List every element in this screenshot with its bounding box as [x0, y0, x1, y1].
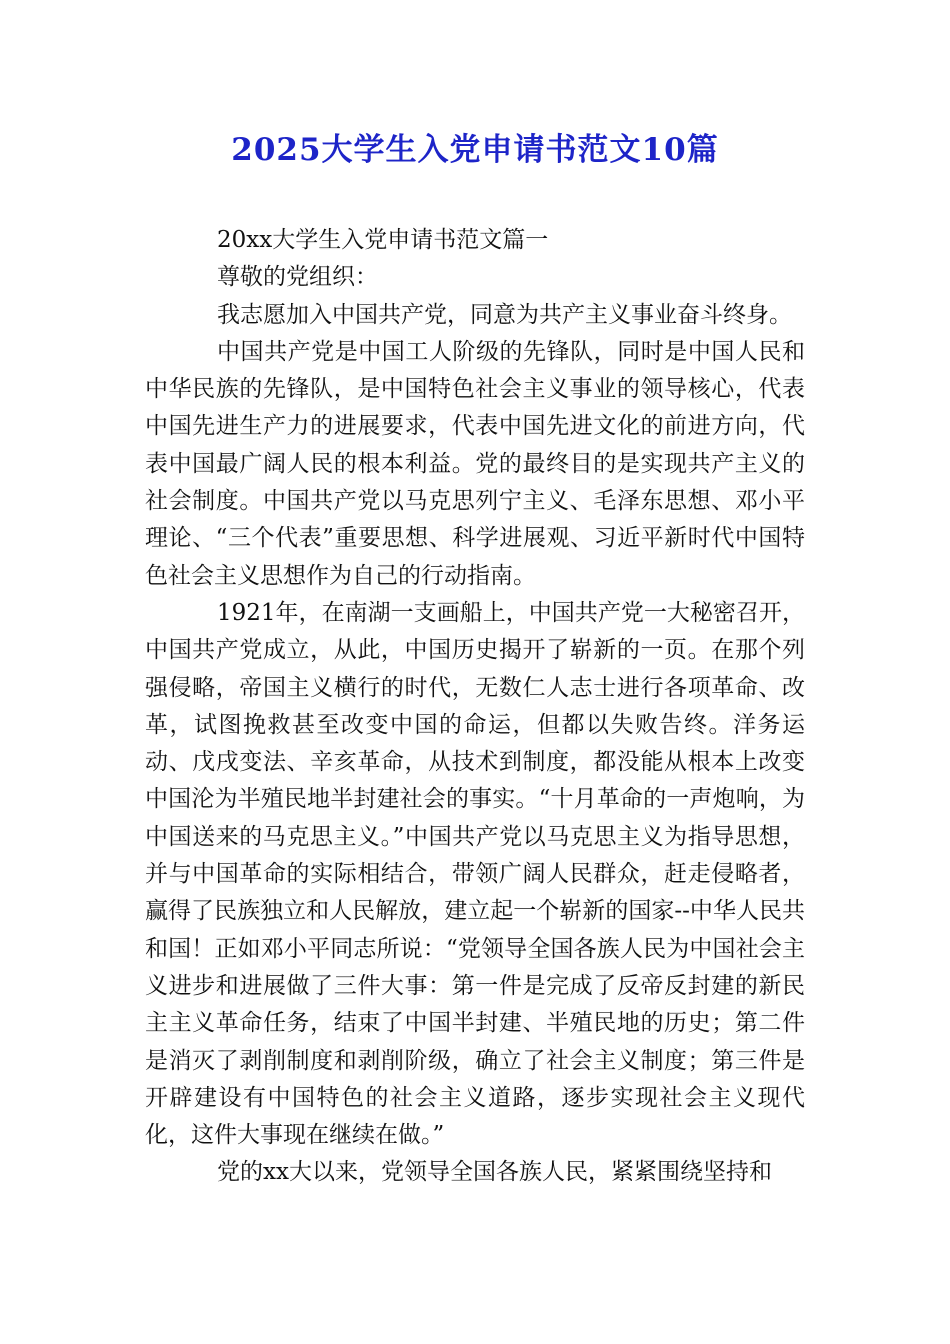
paragraph: 我志愿加入中国共产党，同意为共产主义事业奋斗终身。: [217, 301, 792, 328]
paragraph: 中国共产党是中国工人阶级的先锋队，同时是中国人民和中华民族的先锋队，是中国特色社会主义事业的领导核心，代表中国先进生产力的进展要求，代表中国先进文化的前进方向，代表中国最广阔人民的根本利益。党的最终目的是实现共产主义的社会制度。中国共产党以马克思列宁主义、毛泽东思想、邓小平理论、“三个代表”重要思想、科学进展观、习近平新时代中国特色社会主义思想作为自己的行动指南。: [145, 338, 805, 589]
section-heading: 20xx大学生入党申请书范文篇一: [217, 227, 549, 253]
document-body: [145, 222, 805, 1192]
paragraph: 1921年，在南湖一支画船上，中国共产党一大秘密召开，中国共产党成立，从此，中国历史揭开了崭新的一页。在那个列强侵略，帝国主义横行的时代，无数仁人志士进行各项革命、改革，试图挽救甚至改变中国的命运，但都以失败告终。洋务运动、戊戌变法、辛亥革命，从技术到制度，都没能从根本上改变中国沦为半殖民地半封建社会的事实。“十月革命的一声炮响，为中国送来的马克思主义。”中国共产党以马克思主义为指导思想，并与中国革命的实际相结合，带领广阔人民群众，赶走侵略者，赢得了民族独立和人民解放，建立起一个崭新的国家--中华人民共和国！正如邓小平同志所说：“党领导全国各族人民为中国社会主义进步和进展做了三件大事：第一件是完成了反帝反封建的新民主主义革命任务，结束了中国半封建、半殖民地的历史；第二件是消灭了剥削制度和剥削阶级，确立了社会主义制度；第三件是开辟建设有中国特色的社会主义道路，逐步实现社会主义现代化，这件大事现在继续在做。”: [145, 599, 805, 1149]
salutation: 尊敬的党组织：: [217, 264, 378, 291]
document-title: 2025大学生入党申请书范文10篇: [231, 132, 719, 168]
paragraph: 党的xx大以来，党领导全国各族人民，紧紧围绕坚持和: [217, 1159, 772, 1186]
